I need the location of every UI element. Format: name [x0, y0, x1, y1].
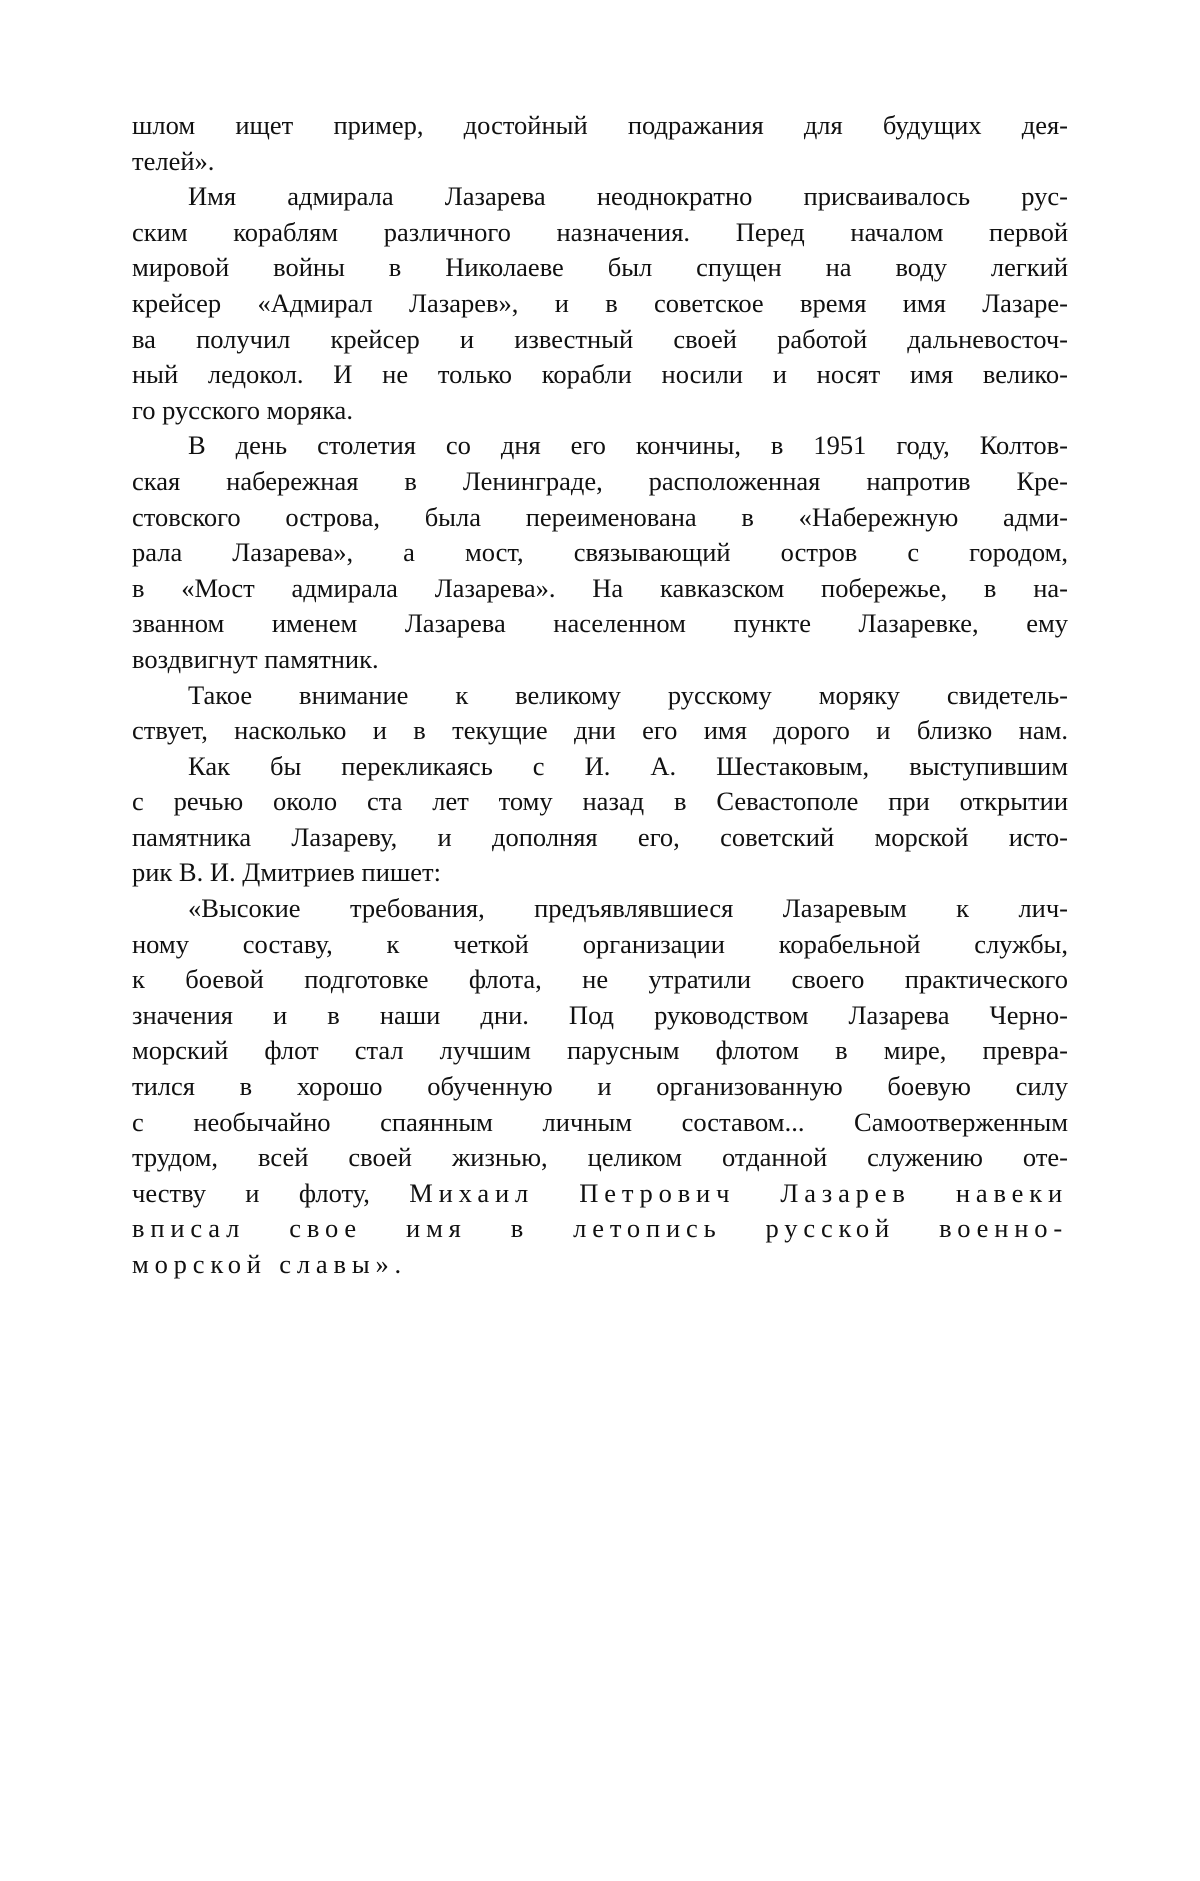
text-line: ва получил крейсер и известный своей работой дальневосточ-: [132, 323, 1068, 354]
text-line: званном именем Лазарева населенном пункте Лазаревке, ему: [132, 608, 1068, 639]
text-line: рик В. И. Дмитриев пишет:: [132, 857, 441, 888]
text-line: шлом ищет пример, достойный подражания для будущих дея-: [132, 110, 1068, 140]
text-line: трудом, всей своей жизнью, целиком отданной служению оте-: [132, 1142, 1068, 1173]
text-line: с речью около ста лет тому назад в Севастополе при открытии: [132, 786, 1068, 817]
text-line: «Высокие требования, предъявлявшиеся Лазаревым к лич-: [188, 893, 1068, 924]
text-line: го русского моряка.: [132, 394, 353, 425]
text-line: рала Лазарева», а мост, связывающий остров с городом,: [132, 537, 1068, 568]
text-line: ный ледокол. И не только корабли носили и носят имя велико-: [132, 359, 1068, 390]
text-line: крейсер «Адмирал Лазарев», и в советское время имя Лазаре-: [132, 287, 1068, 318]
spaced-emphasis-line: морской славы».: [132, 1249, 408, 1279]
text-line: к боевой подготовке флота, не утратили своего практического: [132, 964, 1068, 995]
text-line: значения и в наши дни. Под руководством Лазарева Черно-: [132, 999, 1068, 1030]
text-line: в «Мост адмирала Лазарева». На кавказском побережье, в на-: [132, 572, 1068, 603]
page-text: [132, 108, 1068, 1283]
text-line: мировой войны в Николаеве был спущен на воду легкий: [132, 252, 1068, 283]
text-line: стовского острова, была переименована в «Набережную адми-: [132, 501, 1068, 532]
spaced-emphasis: Михаил Петрович Лазарев навеки: [409, 1177, 1068, 1208]
spaced-emphasis-line: вписал свое имя в летопись русской военно-: [132, 1213, 1068, 1244]
text-line: воздвигнут памятник.: [132, 643, 379, 674]
text-line: ская набережная в Ленинграде, расположенная напротив Кре-: [132, 465, 1068, 496]
text-line: с необычайно спаянным личным составом... Самоотверженным: [132, 1106, 1068, 1137]
text-line: ному составу, к четкой организации корабельной службы,: [132, 928, 1068, 959]
text-line: ским кораблям различного назначения. Перед началом первой: [132, 216, 1068, 247]
text-fragment: честву и флоту,: [132, 1177, 410, 1208]
text-line: В день столетия со дня его кончины, в 1951 году, Колтов-: [188, 430, 1068, 461]
text-line: телей».: [132, 145, 215, 176]
text-line: Такое внимание к великому русскому моряку свидетель-: [188, 679, 1068, 710]
text-line-mixed: [132, 1176, 1068, 1212]
text-line: Как бы перекликаясь с И. А. Шестаковым, выступившим: [188, 750, 1068, 781]
text-line: Имя адмирала Лазарева неоднократно присваивалось рус-: [188, 181, 1068, 212]
text-line: тился в хорошо обученную и организованную боевую силу: [132, 1071, 1068, 1102]
text-line: ствует, насколько и в текущие дни его имя дорого и близко нам.: [132, 715, 1068, 746]
text-line: памятника Лазареву, и дополняя его, советский морской исто-: [132, 821, 1068, 852]
text-line: морский флот стал лучшим парусным флотом в мире, превра-: [132, 1035, 1068, 1066]
